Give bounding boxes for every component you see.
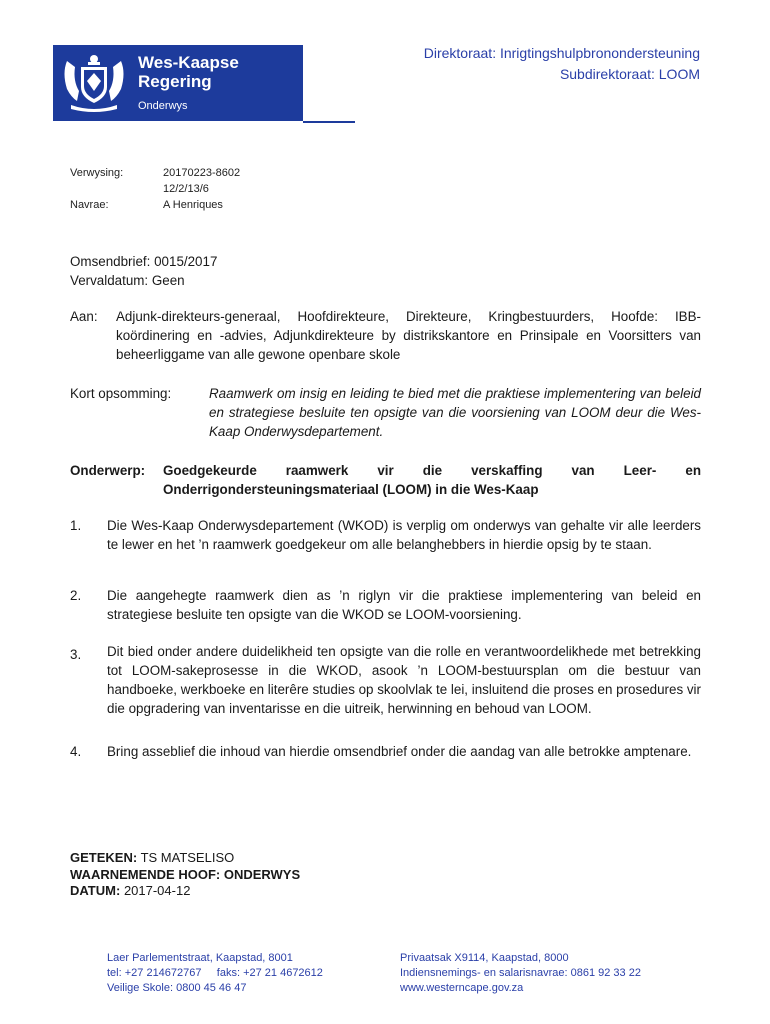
- footer-phone-fax: tel: +27 214672767 faks: +27 21 4672612: [107, 967, 323, 979]
- wc-government-logo: [53, 45, 303, 121]
- logo-line-2: Regering: [138, 72, 212, 91]
- subject-label: Onderwerp:: [70, 463, 146, 478]
- logo-line-3: Onderwys: [138, 100, 188, 112]
- paragraph-text: Bring asseblief die inhoud van hierdie omsendbrief onder die aandag van alle betrokke amptenare.: [107, 744, 692, 759]
- circular-number: Omsendbrief: 0015/2017: [70, 254, 218, 269]
- date-value: 2017-04-12: [123, 883, 191, 898]
- footer-postal: Privaatsak X9114, Kaapstad, 8000: [400, 952, 569, 964]
- subject-line-2: Onderrigondersteuningsmateriaal (LOOM) in die Wes-Kaap: [163, 482, 539, 497]
- expiry-date: Vervaldatum: Geen: [70, 273, 185, 288]
- subject-line-1: Goedgekeurde raamwerk vir die verskaffing van Leer- en: [163, 463, 701, 478]
- signed-name: TS MATSELISO: [140, 850, 235, 865]
- paragraph-number: 3.: [70, 647, 82, 662]
- signed-line: [70, 850, 234, 865]
- date-line: [70, 883, 190, 898]
- paragraph-text: Die aangehegte raamwerk dien as ’n riglyn vir die praktiese implementering van beleid en strategiese besluite ten opsigte van die WKOD se LOOM-voorsiening.: [107, 588, 701, 622]
- recipients-text: Adjunk-direkteurs-generaal, Hoofdirekteure, Direkteure, Kringbestuurders, Hoofde: IBB-koördinering en -advies, Adjunkdirekteure by distrikskantore en Prinsipale en Voorsitters van beheerliggame van alle gewone openbare skole: [116, 309, 701, 362]
- signatory-title: WAARNEMENDE HOOF: ONDERWYS: [70, 867, 301, 882]
- paragraph-number: 4.: [70, 744, 82, 759]
- date-label: DATUM:: [70, 883, 121, 898]
- footer-employment-enquiries: Indiensnemings- en salarisnavrae: 0861 92 33 22: [400, 967, 641, 979]
- paragraph-number: 2.: [70, 588, 82, 603]
- paragraph-number: 1.: [70, 518, 82, 533]
- logo-line-1: Wes-Kaapse: [138, 53, 239, 72]
- logo-rule: [303, 121, 355, 123]
- signed-label: GETEKEN:: [70, 850, 138, 865]
- paragraph-text: Die Wes-Kaap Onderwysdepartement (WKOD) is verplig om onderwys van gehalte vir alle leerders te lewer en het ’n raamwerk goedgekeur om alle belanghebbers in hierdie opsig by te staan.: [107, 518, 701, 552]
- subdirectorate-title: Subdirektoraat: LOOM: [559, 66, 700, 82]
- enquiries-label: Navrae:: [70, 199, 109, 211]
- footer-safe-schools: Veilige Skole: 0800 45 46 47: [107, 982, 247, 994]
- coat-of-arms-icon: [59, 51, 129, 115]
- footer-address: [107, 951, 323, 996]
- reference-label: Verwysing:: [70, 167, 124, 179]
- summary-label: Kort opsomming:: [70, 386, 172, 401]
- paragraph-text: Dit bied onder andere duidelikheid ten opsigte van die rolle en verantwoordelikhede met betrekking tot LOOM-sakeprosesse in die WKOD, asook ’n LOOM-bestuursplan om die bestuur van handboeke, werkboeke en literêre studies op skoolvlak te lei, insluitend die proses en prosedures vir die opgradering van inventarisse en die uitreik, herwinning en behoud van LOOM.: [107, 644, 701, 716]
- footer-website-link[interactable]: www.westerncape.gov.za: [400, 982, 524, 994]
- subject-text: [163, 461, 701, 499]
- reference-number: 20170223-8602: [163, 167, 241, 179]
- footer-contact: [400, 951, 641, 996]
- recipients-label: Aan:: [70, 309, 98, 324]
- directorate-title: Direktoraat: Inrigtingshulpbronondersteuning: [423, 45, 700, 61]
- summary-text: Raamwerk om insig en leiding te bied met die praktiese implementering van beleid en strategiese besluite ten opsigte van die voorsiening van LOOM deur die Wes-Kaap Onderwysdepartement.: [209, 386, 701, 439]
- file-number: 12/2/13/6: [163, 183, 209, 195]
- footer-street: Laer Parlementstraat, Kaapstad, 8001: [107, 952, 293, 964]
- enquiries-name: A Henriques: [163, 199, 223, 211]
